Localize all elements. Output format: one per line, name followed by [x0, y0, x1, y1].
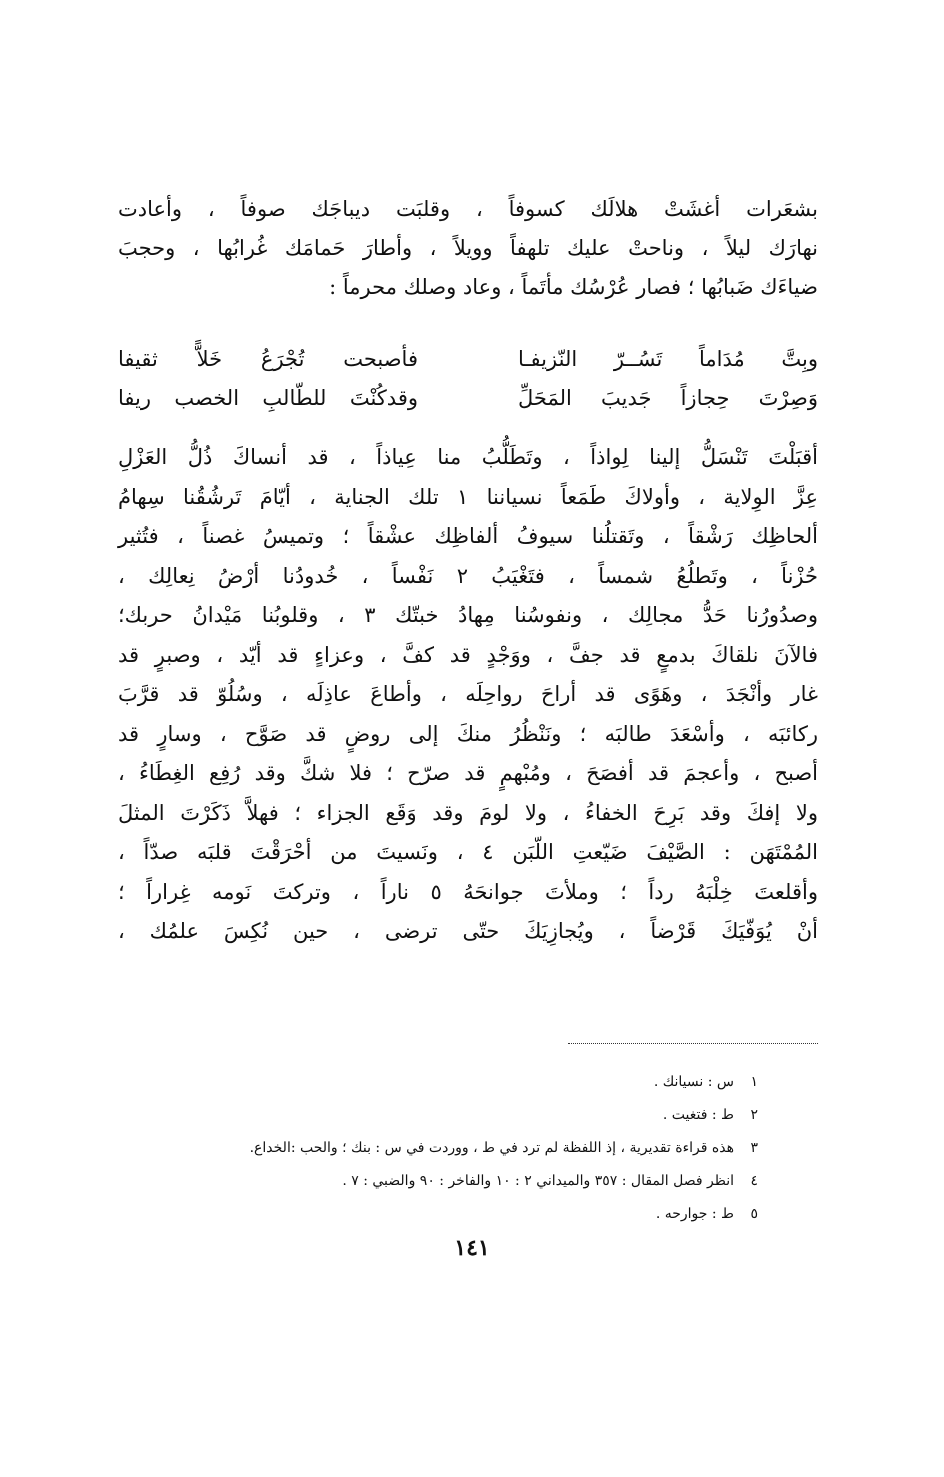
intro-line: بشعَرات أغشَتْ هلالَك كسوفاً ، وقلبَت ديباجَك صوفاً ، وأعادت: [118, 197, 818, 221]
footnotes: [118, 1066, 758, 1231]
footnote: [118, 1198, 758, 1231]
poem-verses: [118, 340, 818, 418]
body-line: عِزَّ الوِلاية ، وأولاكَ طَمَعاً نسياننا ١ تلك الجناية ، أيّامَ تَرشُقُنا سِهامُ: [118, 484, 818, 509]
footnote: [118, 1066, 758, 1099]
footnote: [118, 1132, 758, 1165]
footnote-separator: [568, 1043, 818, 1044]
footnote-number: ١: [750, 1074, 758, 1090]
footnote-number: ٣: [750, 1140, 758, 1156]
page-number: ١٤١: [454, 1235, 490, 1261]
body-line: المُمْتَهَن : الصَّيْفَ ضَيّعتِ اللّبَن ٤ ، ونَسيتَ من أحْرَقْتَ قلبَه صدّاً ،: [118, 840, 818, 864]
footnote: [118, 1099, 758, 1132]
footnote-number: ٢: [750, 1107, 758, 1123]
footnote-text: هذه قراءة تقديرية ، إذ اللفظة لم ترد في ط ، ووردت في س : بنك ؛ والحب :الخداع.: [249, 1140, 734, 1156]
body-line: ألحاظِك رَشْقاً ، وتَقتلُنا سيوفُ ألفاظِك عشْقاً ؛ وتميسُ غصناً ، فتُثير: [118, 524, 819, 548]
footnote-text: ط : جوارحه .: [655, 1206, 734, 1222]
body-line: أقبَلْتَ تَنْسَلُّ إلينا لِواذاً ، وتَطَلُّبُ منا عِياذاً ، قد أنساكَ ذُلُّ العَزْلِ: [118, 445, 818, 469]
verse-first-hemistich: وبِتَّ مُدَاماً تَسُــرّ النّزيفـا: [518, 347, 818, 371]
footnote-text: ط : فتغيت .: [662, 1107, 734, 1123]
intro-line: نهارَك ليلاً ، وناحتْ عليك تلهفاً وويلاً ، وأطارَ حَمامَك غُرابُها ، وحجبَ: [118, 236, 818, 260]
body-line: وصدُورُنا حَدُّ مجالِك ، ونفوسُنا مِهادُ خبتّك ٣ ، وقلوبُنا مَيْدانُ حربك؛: [118, 603, 818, 627]
footnote: [118, 1165, 758, 1198]
body-line: ولا إفكَ وقد بَرِحَ الخفاءُ ، ولا لومَ وقد وَقَع الجزاء ؛ فهلاَّ ذَكَرْتَ المثلَ: [118, 800, 818, 825]
body-line: حُزْناً ، وتَطلُعُ شمساً ، فتَغْيَبُ ٢ نَفْساً ، خُدودُنا أرْضُ نِعالِك ،: [118, 563, 818, 588]
footnote-number: ٥: [750, 1206, 758, 1222]
intro-paragraph: [118, 190, 818, 307]
body-line: أنْ يُوَفّيَكَ قَرْضاً ، ويُجازِيَكَ حتّى ترضى ، حين نُكِسَ علمُك ،: [118, 919, 818, 943]
verse-line: [118, 379, 818, 418]
verse-second-hemistich: وقدكُنْتَ للطّالبِ الخصب ريفا: [118, 386, 418, 410]
verse-line: [118, 340, 818, 379]
body-line: أصبح ، وأعجمَ قد أفصَحَ ، ومُبْهمٍ قد صرّح ؛ فلا شكَّ وقد رُفِع الغِطَاءُ ،: [118, 761, 818, 785]
footnote-number: ٤: [750, 1173, 758, 1189]
body-line: وأقلعتَ خِلْبَهُ رداً ؛ وملأتَ جوانحَهُ ٥ ناراً ، وتركتَ نَومه غِراراً ؛: [118, 879, 818, 904]
body-line: فالآنَ نلقاكَ بدمعٍ قد جفَّ ، ووَجْدٍ قد كفَّ ، وعزاءٍ قد أيّد ، وصبرٍ قد: [118, 642, 818, 667]
body-line: ركائبَه ، وأسْعَدَ طالبَه ؛ ونَنْظُرُ منكَ إلى روضٍ قد صَوَّح ، وسارٍ قد: [118, 721, 818, 746]
main-paragraph: [118, 438, 818, 952]
footnote-text: س : نسيانك .: [653, 1074, 734, 1090]
verse-second-hemistich: فأصبحت تُجْرَعُ خَلاًّ ثقيفا: [118, 347, 418, 371]
footnote-text: انظر فصل المقال : ٣٥٧ والميداني ٢ : ١٠ والفاخر : ٩٠ والضبي : ٧ .: [342, 1173, 734, 1189]
body-line: غار وأنْجَدَ ، وهَوًى قد أراحَ رواحِلَه ، وأطاعَ عاذِلَه ، وسُلُوّ قد قرَّبَ: [118, 682, 818, 706]
intro-line: ضياءَك ضَبابُها ؛ فصار عُرْسُك مأتَماً ، وعاد وصلك محرماً :: [329, 275, 818, 299]
verse-first-hemistich: وَصِرْتَ حِجازاً جَديبَ المَحَلِّ: [518, 386, 818, 410]
